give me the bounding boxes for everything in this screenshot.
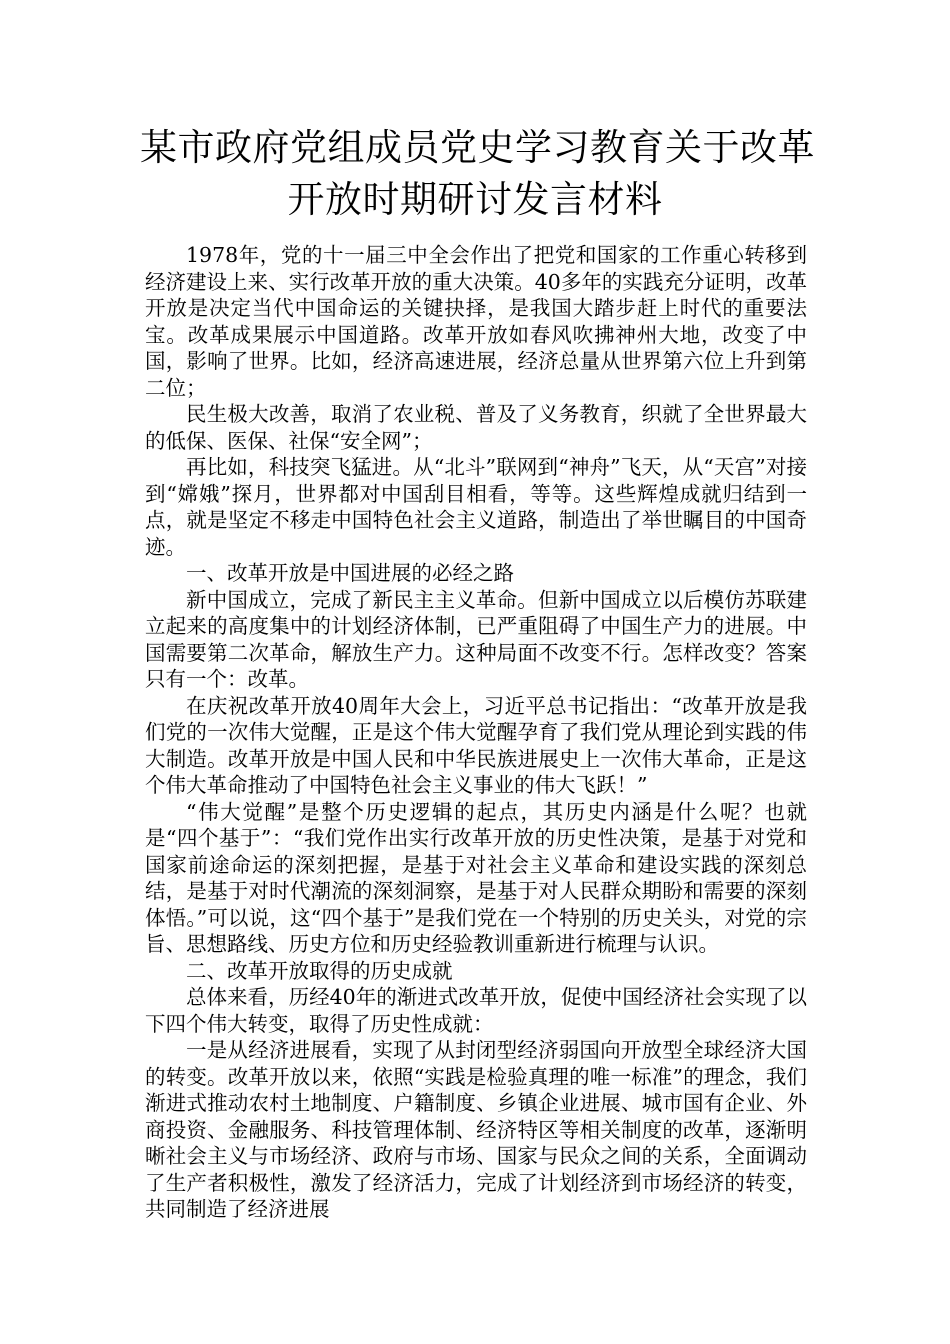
paragraph-great-awakening: “伟大觉醒”是整个历史逻辑的起点，其历史内涵是什么呢？也就是“四个基于”：“我们党作出实行改革开放的历史性决策，是基于对党和国家前途命运的深刻把握，是基于对社会主义革命和建设实践的深刻总结，是基于对时代潮流的深刻洞察，是基于对人民群众期盼和需要的深刻体悟。”可以说，这“四个基于”是我们党在一个特别的历史关头，对党的宗旨、思想路线、历史方位和历史经验教训重新进行梳理与认识。	[145, 799, 807, 956]
section-heading-2: 二、改革开放取得的历史成就	[186, 958, 453, 983]
paragraph-overview: 总体来看，历经40年的渐进式改革开放，促使中国经济社会实现了以下四个伟大转变，取得了历史性成就：	[145, 985, 807, 1036]
paragraph-new-china: 新中国成立，完成了新民主主义革命。但新中国成立以后模仿苏联建立起来的高度集中的计划经济体制，已严重阻碍了中国生产力的进展。中国需要第二次革命，解放生产力。这种局面不改变不行。怎样改变？答案只有一个：改革。	[145, 587, 807, 691]
section-heading-1: 一、改革开放是中国进展的必经之路	[186, 561, 514, 585]
paragraph-technology: 再比如，科技突飞猛进。从“北斗”联网到“神舟”飞天，从“天宫”对接到“嫦娥”探月，世界都对中国刮目相看，等等。这些辉煌成就归结到一点，就是坚定不移走中国特色社会主义道路，制造出了举世瞩目的中国奇迹。	[145, 455, 807, 559]
paragraph-intro: 1978年，党的十一届三中全会作出了把党和国家的工作重心转移到经济建设上来、实行改革开放的重大决策。40多年的实践充分证明，改革开放是决定当代中国命运的关键抉择，是我国大踏步赶上时代的重要法宝。改革成果展示中国道路。改革开放如春风吹拂神州大地，改变了中国，影响了世界。比如，经济高速进展，经济总量从世界第六位上升到第二位；	[145, 243, 807, 400]
paragraph-anniversary-quote: 在庆祝改革开放40周年大会上，习近平总书记指出：“改革开放是我们党的一次伟大觉醒，正是这个伟大觉醒孕育了我们党从理论到实践的伟大制造。改革开放是中国人民和中华民族进展史上一次伟大革命，正是这个伟大革命推动了中国特色社会主义事业的伟大飞跃！”	[145, 693, 807, 797]
document-title	[140, 122, 815, 226]
document-title-line-1: 某市政府党组成员党史学习教育关于改革	[140, 126, 815, 169]
paragraph-livelihood: 民生极大改善，取消了农业税、普及了义务教育，织就了全世界最大的低保、医保、社保“安全网”；	[145, 402, 807, 453]
paragraph-economic-development: 一是从经济进展看，实现了从封闭型经济弱国向开放型全球经济大国的转变。改革开放以来，依照“实践是检验真理的唯一标准”的理念，我们渐进式推动农村土地制度、户籍制度、乡镇企业进展、城市国有企业、外商投资、金融服务、科技管理体制、经济特区等相关制度的改革，逐渐明晰社会主义与市场经济、政府与市场、国家与民众之间的关系，全面调动了生产者积极性，激发了经济活力，完成了计划经济到市场经济的转变，共同制造了经济进展	[145, 1038, 807, 1221]
document-body	[145, 242, 807, 1223]
document-title-line-2: 开放时期研讨发言材料	[287, 178, 663, 221]
